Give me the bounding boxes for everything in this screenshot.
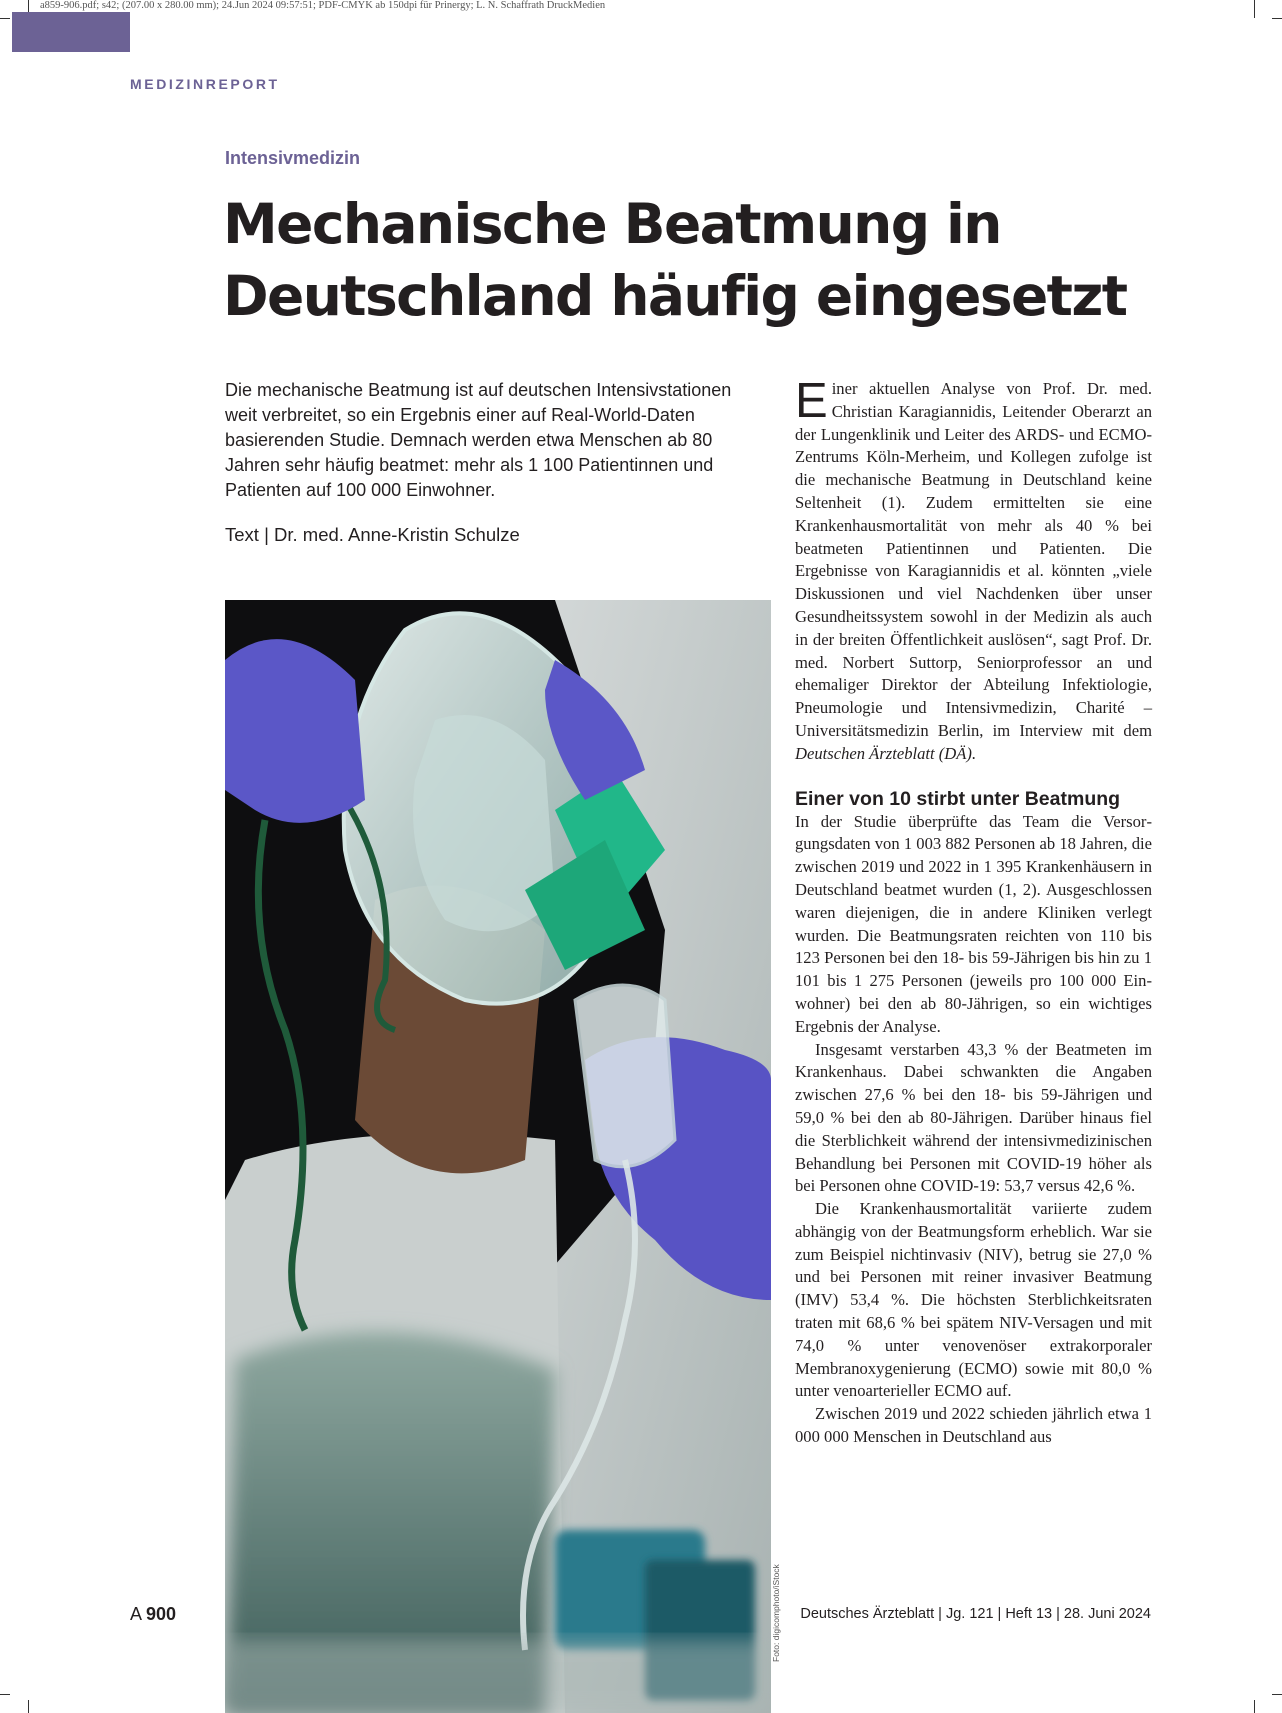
photo-credit xyxy=(771,1562,787,1662)
headline-line-2: Deutschland häufig eingesetzt xyxy=(223,264,1127,328)
section-color-bar xyxy=(12,12,130,52)
headline-line-1: Mechanische Beatmung in xyxy=(223,192,1001,256)
lead-paragraph: Die mechanische Beatmung ist auf deutschen Intensivstationen weit verbreitet, so ein Ergebnis einer auf Real-World-Daten basierenden Studie. Demnach werden etwa Menschen ab 80 Jahren sehr häufig beatmet: mehr als 1 100 Patientinnen und Patienten auf 100 000 Einwohner. xyxy=(225,380,732,500)
section-label: MEDIZINREPORT xyxy=(130,76,280,92)
kicker: Intensivmedizin xyxy=(225,148,361,168)
page-number xyxy=(130,1604,176,1625)
crop-mark xyxy=(1254,0,1255,18)
crop-mark xyxy=(1254,1700,1255,1713)
crop-mark xyxy=(0,18,10,19)
body-text-column xyxy=(795,374,1152,1449)
journal-footer: Deutsches Ärzteblatt | Jg. 121 | Heft 13 | 28. Juni 2024 xyxy=(800,1606,1151,1622)
body-paragraph-3: Insgesamt verstarben 43,3 % der Beatmeten im Krankenhaus. Dabei schwankten die Angaben zwischen 27,6 % bei den 18- bis 59-Jährigen und 59,0 % bei den ab 80-Jährigen. Darüber hinaus fiel die Sterblichkeit während der intensivmedizinischen Behandlung bei Personen mit COVID-19 höher als bei Personen ohne COVID-19: 53,7 versus 42,6 %. xyxy=(795,1039,1152,1196)
crop-mark xyxy=(0,1694,10,1695)
body-paragraph-4: Die Krankenhausmortalität variierte zudem abhängig von der Beatmungsform erheblich. War sie zum Beispiel nichtinvasiv (NIV), betrug sie 27,0 % und bei Personen mit reiner invasiver Beatmung (IMV) 53,4 %. Die höchsten Sterblichkeitsraten traten mit 68,6 % bei spätem NIV-Versagen und mit 74,0 % unter venovenöser extrakorporaler Membranoxygenierung (ECMO) sowie mit 80,0 % unter venoarterieller ECMO auf. xyxy=(795,1199,1152,1401)
body-paragraph-2: In der Studie überprüfte das Team die Versorgungsdaten von 1 003 882 Personen ab 18 Jahren, die zwischen 2019 und 2022 in 1 395 Krankenhäusern in Deutschland beatmet wurden (1, 2). Ausgeschlossen waren diejenigen, die in andere Kliniken verlegt wurden. Die Beatmungsraten reichten von 110 bis 123 Personen bei den 18- bis 59-Jährigen bis hin zu 1 101 bis 1 275 Personen (jeweils pro 100 000 Einwohner) bei den ab 80-Jährigen, so ein wichtiges Ergebnis der Analyse. xyxy=(795,811,1152,1036)
headline xyxy=(223,188,1183,332)
crop-mark xyxy=(1272,18,1282,19)
publication-name: Deutschen Ärzteblatt (DÄ). xyxy=(795,743,977,763)
article-photo xyxy=(225,600,771,1713)
crop-mark xyxy=(28,1700,29,1713)
crop-mark xyxy=(1272,1694,1282,1695)
page-number-prefix: A xyxy=(130,1604,142,1624)
body-paragraph-1-text: iner aktuellen Analyse von Prof. Dr. med. Christian Karagiannidis, Leitender Oberarzt an der Lungenklinik und Leiter des ARDS- und ECMO-Zentrums Köln-Merheim, und Kollegen zufolge ist die mechanische Beatmung in Deutschland keine Seltenheit (1). Zudem ermittelten sie eine Krankenhausmortalität von mehr als 40 % bei beatmeten Patientinnen und Patienten. Die Ergebnisse von Karagiannidis et al. könnten „viele Diskussionen und viel Nachdenken über unser Gesundheitssystem sowohl in der Medizin als auch in der breiten Öffentlichkeit auslösen“, sagt Prof. Dr. med. Norbert Suttorp, Seniorprofessor an und ehemaliger Direktor der Abteilung Infektiologie, Pneumologie und Intensivmedizin, Charité – Universitätsmedizin Berlin, im Interview mit dem xyxy=(795,379,1152,740)
drop-cap: E xyxy=(795,374,828,428)
body-paragraph-1 xyxy=(795,374,1152,766)
body-paragraph-5: Zwischen 2019 und 2022 schieden jährlich etwa 1 000 000 Menschen in Deutschland aus xyxy=(795,1404,1152,1447)
page-number-value: 900 xyxy=(146,1604,177,1624)
oxygen-mask-photo xyxy=(225,600,771,1713)
print-slug: a859-906.pdf; s42; (207.00 x 280.00 mm); 24.Jun 2024 09:57:51; PDF-CMYK ab 150dpi für Prinergy; L. N. Schaffrath DruckMedien xyxy=(40,0,606,11)
subheading: Einer von 10 stirbt unter Beatmung xyxy=(795,787,1121,810)
photo-credit-text: Foto: digicomphoto/iStock xyxy=(771,1564,781,1662)
byline: Text | Dr. med. Anne-Kristin Schulze xyxy=(225,524,520,545)
